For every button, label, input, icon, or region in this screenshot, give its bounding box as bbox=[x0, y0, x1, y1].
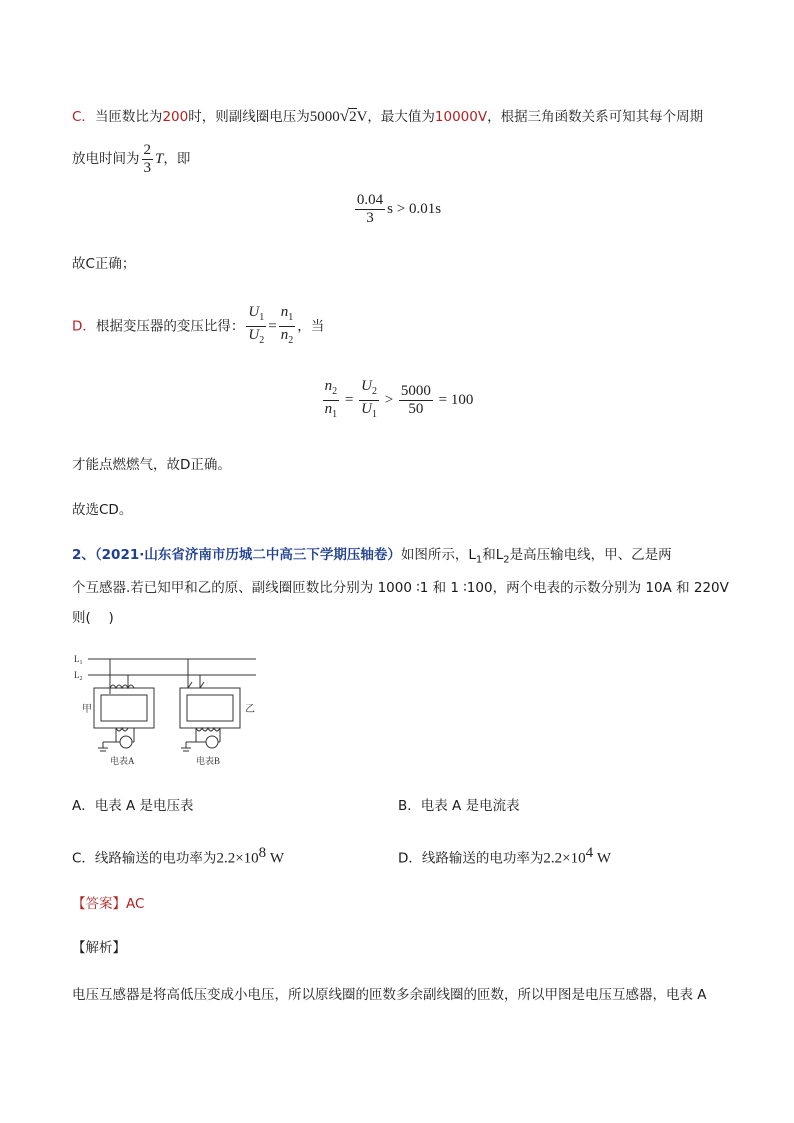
coil-yi-primary bbox=[188, 682, 204, 688]
analysis-text: 电压互感器是将高低压变成小电压，所以原线圈的匝数多余副线圈的匝数，所以甲图是电压互感器，电表 A bbox=[72, 987, 707, 1003]
fraction-two-thirds: $\frac{2}{3}$ bbox=[143, 141, 151, 176]
answer-line: 【答案】AC bbox=[72, 896, 145, 912]
meter-b bbox=[206, 736, 218, 748]
option-a: A．电表 A 是电压表 bbox=[72, 798, 194, 814]
label-l2: $L_2$ bbox=[74, 670, 83, 682]
final-choice: 故选CD。 bbox=[72, 502, 133, 518]
formula-turns-ratio: $\frac{n_2}{n_1}$ = $\frac{U_2}{U_1}$ > $\frac{5000}{50}$ = 100 bbox=[324, 378, 474, 420]
option-c-line2: 放电时间为 $\frac{2}{3}$ T，即 bbox=[72, 141, 191, 176]
transformer-jia-core bbox=[94, 688, 154, 728]
formula-time: $\frac{0.04}{3}$ s > 0.01s bbox=[356, 192, 442, 226]
option-c: C．线路输送的电功率为$2.2\times 10^8$ W bbox=[72, 845, 285, 867]
question-2-line1: 2、（2021·山东省济南市历城二中高三下学期压轴卷）如图所示，$L_1$和$L_2$是高压输电线，甲、乙是两 bbox=[72, 547, 672, 566]
transformer-yi-core bbox=[180, 688, 240, 728]
meter-a bbox=[120, 736, 132, 748]
label-meter-b: 电表B bbox=[196, 756, 221, 766]
question-2-line3: 则( ) bbox=[72, 610, 114, 626]
label-yi: 乙 bbox=[245, 704, 255, 715]
analysis-label: 【解析】 bbox=[72, 940, 126, 956]
transformer-circuit-diagram bbox=[68, 650, 268, 770]
c-conclusion: 故C正确； bbox=[72, 256, 136, 272]
option-d-line: D．根据变压器的变压比得： $\frac{U_1}{U_2}$ = $\frac{n_1}{n_2}$ ，当 bbox=[72, 304, 325, 346]
option-b: B．电表 A 是电流表 bbox=[398, 798, 520, 814]
option-d: D．线路输送的电功率为$2.2\times 10^4$ W bbox=[398, 845, 612, 867]
label-jia: 甲 bbox=[82, 704, 92, 715]
label-meter-a: 电表A bbox=[110, 756, 135, 766]
question-2-line2: 个互感器.若已知甲和乙的原、副线圈匝数比分别为 1000 ∶1 和 1 ∶100，两个电表的示数分别为 10A 和 220V bbox=[72, 580, 729, 596]
option-c-line1: C．当匝数比为200时，则副线圈电压为5000√2V，最大值为10000V，根据三角函数关系可知其每个周期 bbox=[72, 106, 704, 125]
label-l1: $L_1$ bbox=[74, 654, 83, 666]
d-conclusion: 才能点燃燃气，故D正确。 bbox=[72, 457, 231, 473]
voltage-expression: 5000√2V bbox=[309, 106, 368, 125]
